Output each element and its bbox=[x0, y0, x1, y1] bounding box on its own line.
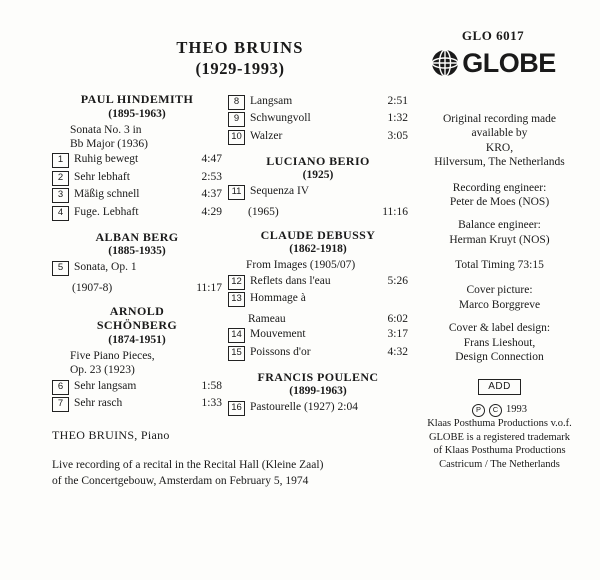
composer-name: CLAUDE DEBUSSY bbox=[260, 227, 376, 242]
track-title: Fuge. Lebhaft bbox=[74, 205, 139, 218]
cover-picture-credit: Cover picture: Marco Borggreve bbox=[458, 284, 541, 311]
track-title: (1907-8) bbox=[72, 281, 113, 294]
track-row[interactable] bbox=[228, 94, 408, 110]
track-title: Mouvement bbox=[250, 328, 306, 341]
composer-dates: (1895-1963) bbox=[108, 107, 166, 120]
track-title: Poissons d'or bbox=[250, 345, 311, 358]
composer-group-hindemith bbox=[52, 92, 222, 221]
composer-dates: (1862-1918) bbox=[289, 243, 347, 256]
recording-engineer-credit: Recording engineer: Peter de Moes (NOS) bbox=[449, 181, 550, 208]
total-timing: Total Timing 73:15 bbox=[455, 259, 544, 271]
track-row[interactable] bbox=[228, 184, 408, 200]
track-time: 4:37 bbox=[201, 188, 222, 201]
track-row[interactable] bbox=[228, 129, 408, 145]
track-number: 6 bbox=[52, 380, 69, 395]
composer-group-poulenc bbox=[228, 370, 408, 417]
add-badge: ADD bbox=[478, 379, 521, 395]
track-title: Pastourelle (1927) 2:04 bbox=[250, 401, 358, 414]
track-number-blank bbox=[52, 278, 67, 291]
track-title: Schwungvoll bbox=[250, 112, 311, 124]
track-row[interactable] bbox=[228, 274, 408, 290]
track-row[interactable] bbox=[228, 400, 408, 416]
composer-dates: (1925) bbox=[302, 169, 334, 182]
track-row[interactable] bbox=[228, 291, 408, 307]
composer-group-debussy bbox=[228, 228, 408, 361]
track-number: 13 bbox=[228, 292, 245, 307]
track-title: Sehr langsam bbox=[74, 379, 137, 392]
composer-name: ALBAN BERG bbox=[95, 229, 179, 244]
track-row[interactable] bbox=[228, 111, 408, 127]
track-title: Mäßig schnell bbox=[74, 188, 140, 201]
track-row[interactable] bbox=[52, 170, 222, 186]
title-block bbox=[120, 38, 360, 79]
recording-note: Live recording of a recital in the Recital Hall (Kleine Zaal) of the Concertgebouw, Amsterdam on February 5, 1974 bbox=[52, 459, 324, 487]
track-row[interactable] bbox=[52, 187, 222, 203]
track-row-continuation bbox=[228, 309, 408, 326]
track-number: 14 bbox=[228, 328, 245, 343]
track-number: 8 bbox=[228, 95, 245, 110]
catalog-number: GLO 6017 bbox=[461, 28, 525, 43]
brand-name: GLOBE bbox=[462, 47, 556, 78]
catalog-block bbox=[408, 28, 578, 78]
track-title: Ruhig bewegt bbox=[74, 153, 139, 166]
add-badge-wrapper bbox=[412, 375, 587, 395]
composer-name: LUCIANO BERIO bbox=[266, 153, 370, 168]
track-row[interactable] bbox=[52, 260, 222, 276]
track-number: 10 bbox=[228, 130, 245, 145]
composer-group-berio bbox=[228, 154, 408, 219]
track-row[interactable] bbox=[52, 152, 222, 168]
composer-dates: (1874-1951) bbox=[108, 334, 166, 347]
track-time: 1:32 bbox=[387, 112, 408, 124]
track-time: 2:53 bbox=[201, 170, 222, 183]
track-time: 4:29 bbox=[201, 205, 222, 218]
track-number: 2 bbox=[52, 171, 69, 186]
composer-name-2: SCHÖNBERG bbox=[96, 318, 178, 333]
track-time: 1:58 bbox=[201, 379, 222, 392]
track-title: Sehr rasch bbox=[74, 397, 123, 410]
track-title: Sonata, Op. 1 bbox=[74, 261, 137, 274]
composer-dates: (1899-1963) bbox=[289, 385, 347, 398]
brand-logo bbox=[408, 48, 578, 78]
tracklist-column-2 bbox=[228, 92, 408, 416]
copyright-year: 1993 bbox=[506, 404, 527, 416]
track-number: 9 bbox=[228, 112, 245, 127]
track-number: 16 bbox=[228, 401, 245, 416]
legal-block: P C 1993 Klaas Posthuma Productions v.o.f. GLOBE is a registered trademark of Klaas Posthuma Productions Castricum / The Netherlands bbox=[412, 403, 587, 471]
credits-column bbox=[412, 112, 587, 472]
track-time: 6:02 bbox=[387, 312, 408, 325]
header bbox=[0, 28, 600, 90]
artist-years: (1929-1993) bbox=[195, 59, 285, 78]
track-row[interactable] bbox=[228, 345, 408, 361]
track-title: Rameau bbox=[248, 312, 286, 325]
track-time: 3:05 bbox=[387, 129, 408, 142]
composer-name: PAUL HINDEMITH bbox=[80, 92, 194, 106]
track-title: (1965) bbox=[248, 205, 279, 218]
track-title: Sehr lebhaft bbox=[74, 170, 130, 183]
page-title: THEO BRUINS bbox=[176, 38, 304, 57]
track-time: 3:17 bbox=[387, 328, 408, 341]
original-recording-credit: Original recording made available by KRO, Hilversum, The Netherlands bbox=[434, 113, 565, 169]
track-title: Sequenza IV bbox=[250, 185, 310, 198]
track-title: Langsam bbox=[250, 94, 293, 107]
copyright-icon: C bbox=[489, 404, 502, 417]
track-number: 12 bbox=[228, 275, 245, 290]
composer-name: FRANCIS POULENC bbox=[257, 369, 379, 384]
track-row-continuation bbox=[52, 278, 222, 295]
track-time: 11:16 bbox=[382, 205, 408, 218]
track-number-blank bbox=[228, 309, 243, 322]
track-number: 1 bbox=[52, 153, 69, 168]
track-number: 4 bbox=[52, 206, 69, 221]
composer-group-berg bbox=[52, 230, 222, 295]
track-row[interactable] bbox=[52, 396, 222, 412]
balance-engineer-credit: Balance engineer: Herman Kruyt (NOS) bbox=[449, 219, 550, 246]
copyright-line bbox=[412, 403, 587, 417]
track-row[interactable] bbox=[52, 379, 222, 395]
track-number: 5 bbox=[52, 261, 69, 276]
phonogram-icon: P bbox=[472, 404, 485, 417]
composer-group-schonberg bbox=[52, 304, 222, 412]
schonberg-continued-tracks bbox=[228, 94, 408, 145]
globe-icon bbox=[430, 48, 460, 78]
work-title: Five Piano Pieces, Op. 23 (1923) bbox=[70, 350, 155, 377]
track-title: Reflets dans l'eau bbox=[250, 274, 331, 287]
track-number: 11 bbox=[228, 185, 245, 200]
work-title: From Images (1905/07) bbox=[246, 259, 356, 272]
cover-label-design-credit: Cover & label design: Frans Lieshout, Design Connection bbox=[448, 322, 551, 363]
track-row-continuation bbox=[228, 202, 408, 219]
performer-credit: THEO BRUINS, Piano bbox=[52, 428, 170, 442]
track-row[interactable] bbox=[228, 327, 408, 343]
composer-name: ARNOLD bbox=[109, 303, 165, 318]
track-time: 5:26 bbox=[387, 274, 408, 287]
track-time: 4:32 bbox=[387, 345, 408, 358]
track-number: 3 bbox=[52, 188, 69, 203]
track-number: 7 bbox=[52, 397, 69, 412]
track-time: 2:51 bbox=[387, 94, 408, 107]
track-time: 4:47 bbox=[201, 153, 222, 166]
work-title: Sonata No. 3 in Bb Major (1936) bbox=[70, 123, 148, 150]
tracklist-column-1 bbox=[52, 92, 222, 412]
composer-dates: (1885-1935) bbox=[108, 245, 166, 258]
track-number: 15 bbox=[228, 346, 245, 361]
track-row[interactable] bbox=[52, 205, 222, 221]
track-number-blank bbox=[228, 202, 243, 215]
track-time: 11:17 bbox=[196, 281, 222, 294]
track-title: Hommage à bbox=[250, 292, 306, 305]
track-title: Walzer bbox=[250, 129, 283, 142]
track-time: 1:33 bbox=[201, 397, 222, 410]
